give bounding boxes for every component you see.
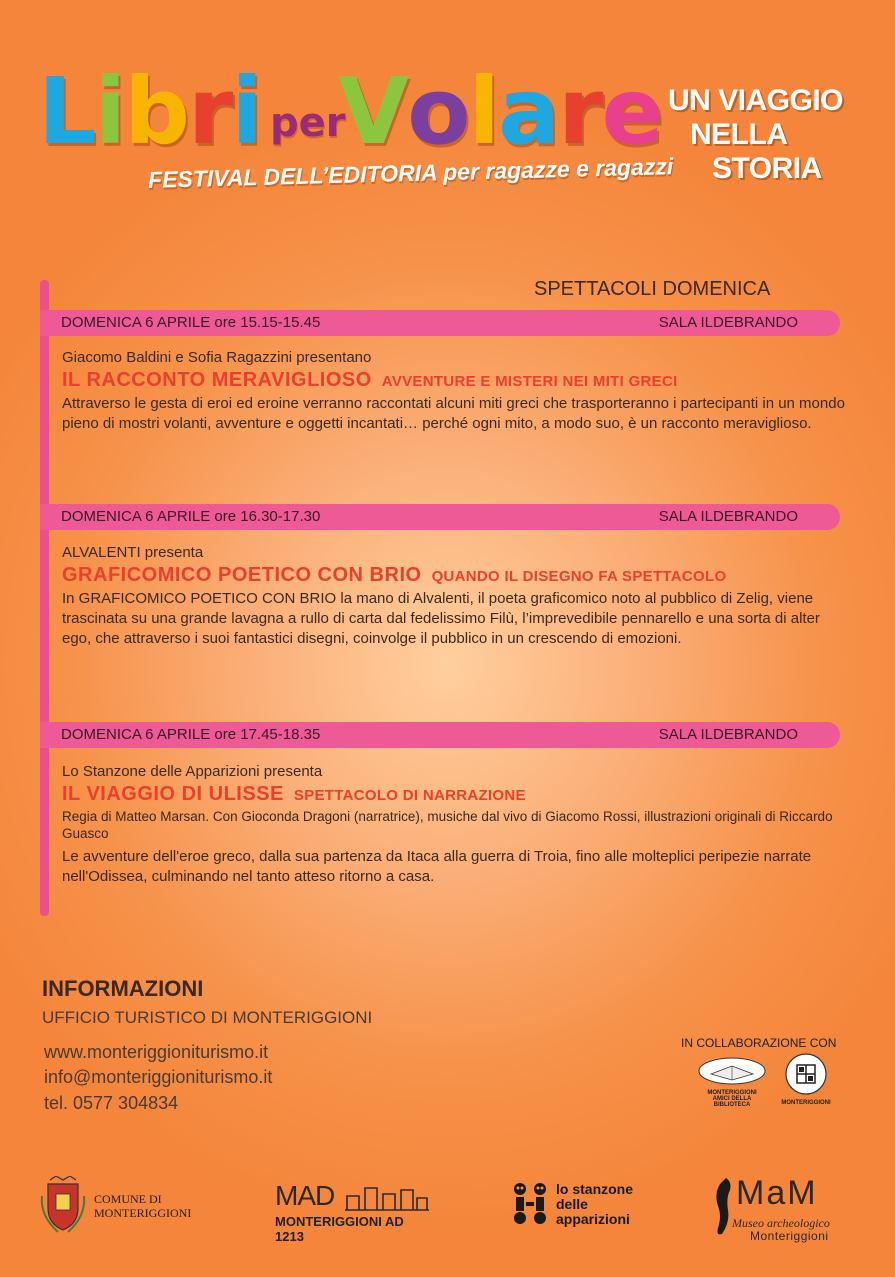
event-time: ore 15.15-15.45 <box>214 314 321 331</box>
mam-logo <box>712 1172 852 1244</box>
comune-logo <box>38 1176 218 1236</box>
event-presenter: ALVALENTI presenta <box>62 544 204 561</box>
email-link[interactable]: info@monteriggioniturismo.it <box>44 1067 273 1087</box>
logo-letter: V <box>338 58 408 165</box>
festival-tagline <box>668 84 858 186</box>
event-description: Attraverso le gesta di eroi ed eroine verranno raccontati alcuni miti greci che trasporteranno i partecipanti in un mondo pieno di mostri volanti, avventure e oggetti incantati… perché ogni mito, a modo suo, è un racconto meraviglioso. <box>62 395 845 432</box>
logo-letter: r <box>188 58 232 165</box>
event-date: DOMENICA 6 APRILE <box>61 726 211 743</box>
event-venue: SALA ILDEBRANDO <box>658 726 798 743</box>
info-heading: INFORMAZIONI <box>42 976 204 1001</box>
event-header-band <box>40 504 840 530</box>
event-datetime <box>61 726 320 743</box>
event-time: ore 16.30-17.30 <box>214 508 321 525</box>
stanzone-line: delle <box>556 1196 588 1212</box>
event-date: DOMENICA 6 APRILE <box>61 508 211 525</box>
logo-word-per: per <box>270 100 346 146</box>
event-description: In GRAFICOMICO POETICO CON BRIO la mano di Alvalenti, il poeta graficomico noto al pubblico di Zelig, viene trascinata su una grande lavagna a rullo di carta dal fedelissimo Filù, l’imprevedibile pennarello e una sorta di alter ego, che attraverso i suoi fantastici disegni, coinvolge il pubblico in un crescendo di emozioni. <box>62 590 820 647</box>
program-side-bar <box>40 280 49 916</box>
event-venue: SALA ILDEBRANDO <box>658 508 798 525</box>
event-description: Le avventure dell'eroe greco, dalla sua partenza da Itaca alla guerra di Troia, fino alle molteplici peripezie narrate nell'Odissea, culminando nel tanto atteso ritorno a casa. <box>62 848 812 885</box>
info-office: UFFICIO TURISTICO DI MONTERIGGIONI <box>42 1008 373 1027</box>
towers-icon <box>345 1184 429 1212</box>
collaboration-label: IN COLLABORAZIONE CON <box>681 1036 837 1050</box>
event-header-band <box>40 310 840 336</box>
logo-caption: MONTERIGGIONI <box>781 1100 831 1106</box>
website-link[interactable]: www.monteriggioniturismo.it <box>44 1042 269 1062</box>
event-title-line <box>62 564 847 587</box>
event-subtitle: QUANDO IL DISEGNO FA SPETTACOLO <box>431 568 727 585</box>
event-credits: Regia di Matteo Marsan. Con Gioconda Dragoni (narratrice), musiche dal vivo di Giacomo Rossi, illustrazioni originali di Riccardo Guasco <box>62 809 833 841</box>
mad-logo <box>275 1180 435 1244</box>
logo-letter: e <box>601 58 662 165</box>
event-subtitle: SPETTACOLO DI NARRAZIONE <box>293 787 526 804</box>
comune-line: MONTERIGGIONI <box>94 1206 192 1220</box>
stanzone-name <box>556 1182 633 1227</box>
event-presenter: Lo Stanzone delle Apparizioni presenta <box>62 763 323 780</box>
logo-letter: a <box>497 58 559 165</box>
logo-letter: i <box>94 58 125 165</box>
tagline-line: UN VIAGGIO <box>668 84 844 117</box>
tagline-line: NELLA <box>690 118 788 151</box>
event-header-band <box>40 722 840 748</box>
logo-caption: MONTERIGGIONI <box>707 1090 757 1096</box>
event-title: IL VIAGGIO DI ULISSE <box>62 783 284 805</box>
event-time: ore 17.45-18.35 <box>214 726 321 743</box>
event-block <box>62 763 847 887</box>
book-icon <box>697 1056 767 1086</box>
mam-line: Museo archeologico <box>732 1216 830 1230</box>
mad-wordmark: MAD <box>275 1180 335 1211</box>
event-title-line <box>62 369 847 392</box>
festival-subtitle: FESTIVAL DELL’EDITORIA per ragazze e ragazzi <box>147 153 674 193</box>
logo-letter: b <box>124 58 189 165</box>
event-datetime <box>61 314 320 331</box>
amici-biblioteca-logo <box>697 1056 767 1106</box>
stanzone-line: lo stanzone <box>556 1181 634 1197</box>
section-title: SPETTACOLI DOMENICA <box>534 278 771 300</box>
logo-letter: o <box>407 58 469 165</box>
mam-wordmark: MaM <box>736 1174 818 1212</box>
masks-icon <box>508 1180 552 1228</box>
stanzone-logo <box>508 1180 648 1232</box>
library-seal-icon <box>775 1052 837 1096</box>
phone-number: tel. 0577 304834 <box>44 1093 179 1113</box>
tagline-line: STORIA <box>712 152 822 185</box>
logo-letter: L <box>38 58 95 165</box>
event-title-line <box>62 783 847 806</box>
mam-line: Monteriggioni <box>750 1229 829 1243</box>
event-datetime <box>61 508 320 525</box>
figure-silhouette-icon <box>712 1176 734 1238</box>
coat-of-arms-icon <box>38 1176 88 1234</box>
biblioteca-comunale-logo <box>775 1052 837 1104</box>
event-venue: SALA ILDEBRANDO <box>658 314 798 331</box>
event-presenter: Giacomo Baldini e Sofia Ragazzini presentano <box>62 349 372 366</box>
logo-letter: r <box>558 58 602 165</box>
event-block <box>62 349 847 434</box>
logo-caption: AMICI DELLA BIBLIOTECA <box>712 1096 752 1108</box>
event-title: GRAFICOMICO POETICO CON BRIO <box>62 564 422 586</box>
event-date: DOMENICA 6 APRILE <box>61 314 211 331</box>
logo-word-volare <box>338 58 662 165</box>
event-block <box>62 544 847 649</box>
event-subtitle: AVVENTURE E MISTERI NEI MITI GRECI <box>381 373 678 390</box>
logo-letter: i <box>231 58 261 165</box>
comune-line: COMUNE DI <box>94 1192 162 1206</box>
logo-letter: l <box>468 58 498 165</box>
stanzone-line: apparizioni <box>556 1211 630 1227</box>
logo-word-libri <box>38 58 261 165</box>
mad-tagline: MONTERIGGIONI AD 1213 <box>275 1214 404 1244</box>
comune-name <box>94 1192 191 1220</box>
event-title: IL RACCONTO MERAVIGLIOSO <box>62 369 372 391</box>
